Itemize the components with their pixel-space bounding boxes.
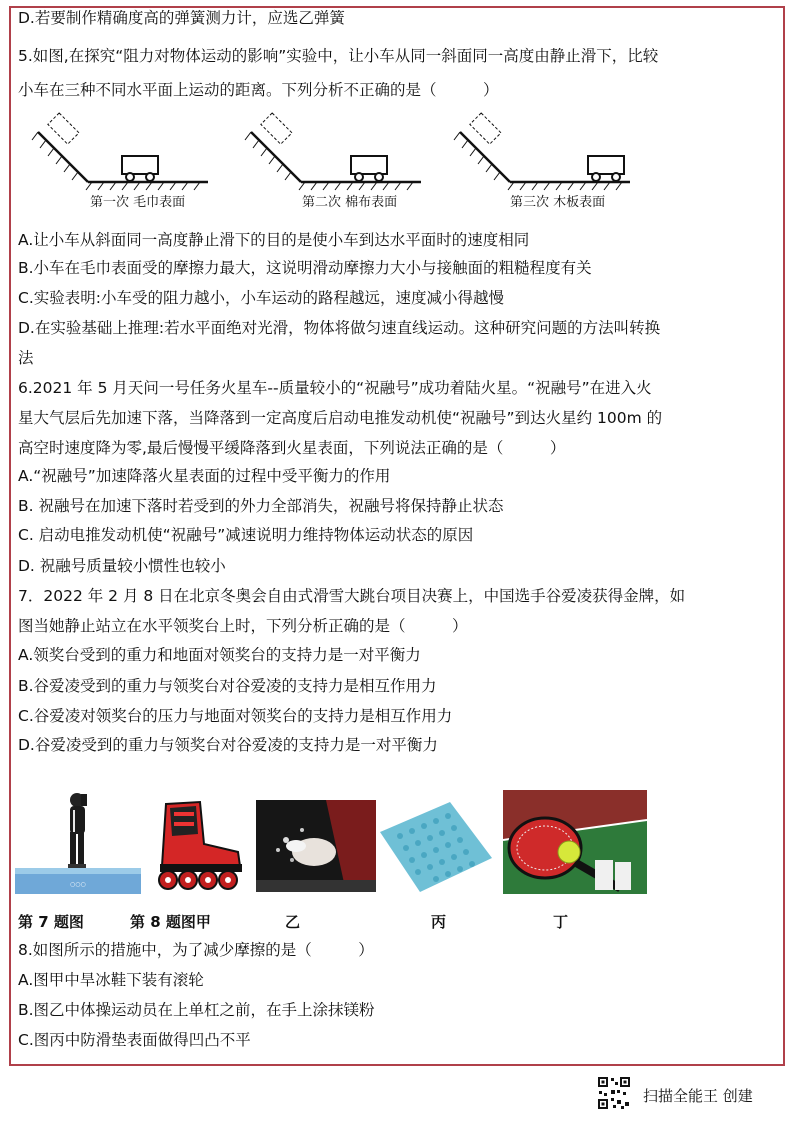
qr-code-icon bbox=[597, 1076, 631, 1110]
q7-stem-line1: 7．2022 年 2 月 8 日在北京冬奥会自由式滑雪大跳台项目决赛上，中国选手谷爱凌获得金牌，如 bbox=[18, 587, 686, 605]
caption-cotton: 第二次 棉布表面 bbox=[302, 195, 398, 210]
q7-option-b: B.谷爱凌受到的重力与领奖台对谷爱凌的支持力是相互作用力 bbox=[18, 677, 437, 695]
q6-option-d: D. 祝融号质量较小惯性也较小 bbox=[18, 557, 226, 575]
caption-wood: 第三次 木板表面 bbox=[510, 195, 606, 210]
q8-option-a: A.图甲中旱冰鞋下装有滚轮 bbox=[18, 971, 204, 989]
q7-option-c: C.谷爱凌对领奖台的压力与地面对领奖台的支持力是相互作用力 bbox=[18, 707, 453, 725]
q8-option-b: B.图乙中体操运动员在上单杠之前，在手上涂抹镁粉 bbox=[18, 1001, 375, 1019]
q6-stem-line2: 星大气层后先加速下落，当降落到一定高度后启动电推发动机使“祝融号”到达火星约 100m 的 bbox=[18, 409, 663, 427]
q5-option-c: C.实验表明:小车受的阻力越小，小车运动的路程越远，速度减小得越慢 bbox=[18, 289, 504, 307]
gymnast-chalk-image bbox=[256, 800, 376, 892]
scanner-watermark: 扫描全能王 创建 bbox=[643, 1087, 753, 1105]
figure-label-q7: 第 7 题图 bbox=[18, 913, 84, 931]
figure-label-bing: 丙 bbox=[431, 913, 447, 931]
q5-stem-line1: 5.如图,在探究“阻力对物体运动的影响”实验中，让小车从同一斜面同一高度由静止滑下，比较 bbox=[18, 47, 659, 65]
q5-stem-line2: 小车在三种不同水平面上运动的距离。下列分析不正确的是（ ） bbox=[18, 81, 499, 99]
q5-option-a: A.让小车从斜面同一高度静止滑下的目的是使小车到达水平面时的速度相同 bbox=[18, 231, 530, 249]
svg-text:○○○: ○○○ bbox=[70, 881, 86, 888]
podium-athlete-image bbox=[15, 790, 141, 894]
tennis-racket-image bbox=[503, 790, 647, 894]
q8-stem: 8.如图所示的措施中，为了减少摩擦的是（ ） bbox=[18, 941, 374, 959]
q6-stem-line3: 高空时速度降为零,最后慢慢平缓降落到火星表面，下列说法正确的是（ ） bbox=[18, 439, 566, 457]
figure-label-ding: 丁 bbox=[553, 913, 569, 931]
q5-option-d-line1: D.在实验基础上推理:若水平面绝对光滑，物体将做匀速直线运动。这种研究问题的方法叫转换 bbox=[18, 319, 661, 337]
q5-option-d-line2: 法 bbox=[18, 349, 34, 367]
q7-stem-line2: 图当她静止站立在水平领奖台上时，下列分析正确的是（ ） bbox=[18, 617, 468, 635]
figure-label-yi: 乙 bbox=[285, 913, 301, 931]
q8-option-c: C.图丙中防滑垫表面做得凹凸不平 bbox=[18, 1031, 251, 1049]
q7-option-d: D.谷爱凌受到的重力与领奖台对谷爱凌的支持力是一对平衡力 bbox=[18, 736, 438, 754]
q7-option-a: A.领奖台受到的重力和地面对领奖台的支持力是一对平衡力 bbox=[18, 646, 421, 664]
q6-stem-line1: 6.2021 年 5 月天问一号任务火星车--质量较小的“祝融号”成功着陆火星。“祝融号”在进入火 bbox=[18, 379, 652, 397]
q6-option-a: A.“祝融号”加速降落火星表面的过程中受平衡力的作用 bbox=[18, 467, 391, 485]
figure-label-q8-jia: 第 8 题图甲 bbox=[130, 913, 211, 931]
q5-option-b: B.小车在毛巾表面受的摩擦力最大，这说明滑动摩擦力大小与接触面的粗糙程度有关 bbox=[18, 259, 592, 277]
q4-option-d: D.若要制作精确度高的弹簧测力计，应选乙弹簧 bbox=[18, 9, 345, 27]
roller-skate-image bbox=[148, 794, 250, 892]
anti-slip-mat-image bbox=[380, 802, 492, 892]
q6-option-b: B. 祝融号在加速下落时若受到的外力全部消失，祝融号将保持静止状态 bbox=[18, 497, 504, 515]
caption-towel: 第一次 毛巾表面 bbox=[90, 195, 186, 210]
q6-option-c: C. 启动电推发动机使“祝融号”减速说明力维持物体运动状态的原因 bbox=[18, 526, 474, 544]
